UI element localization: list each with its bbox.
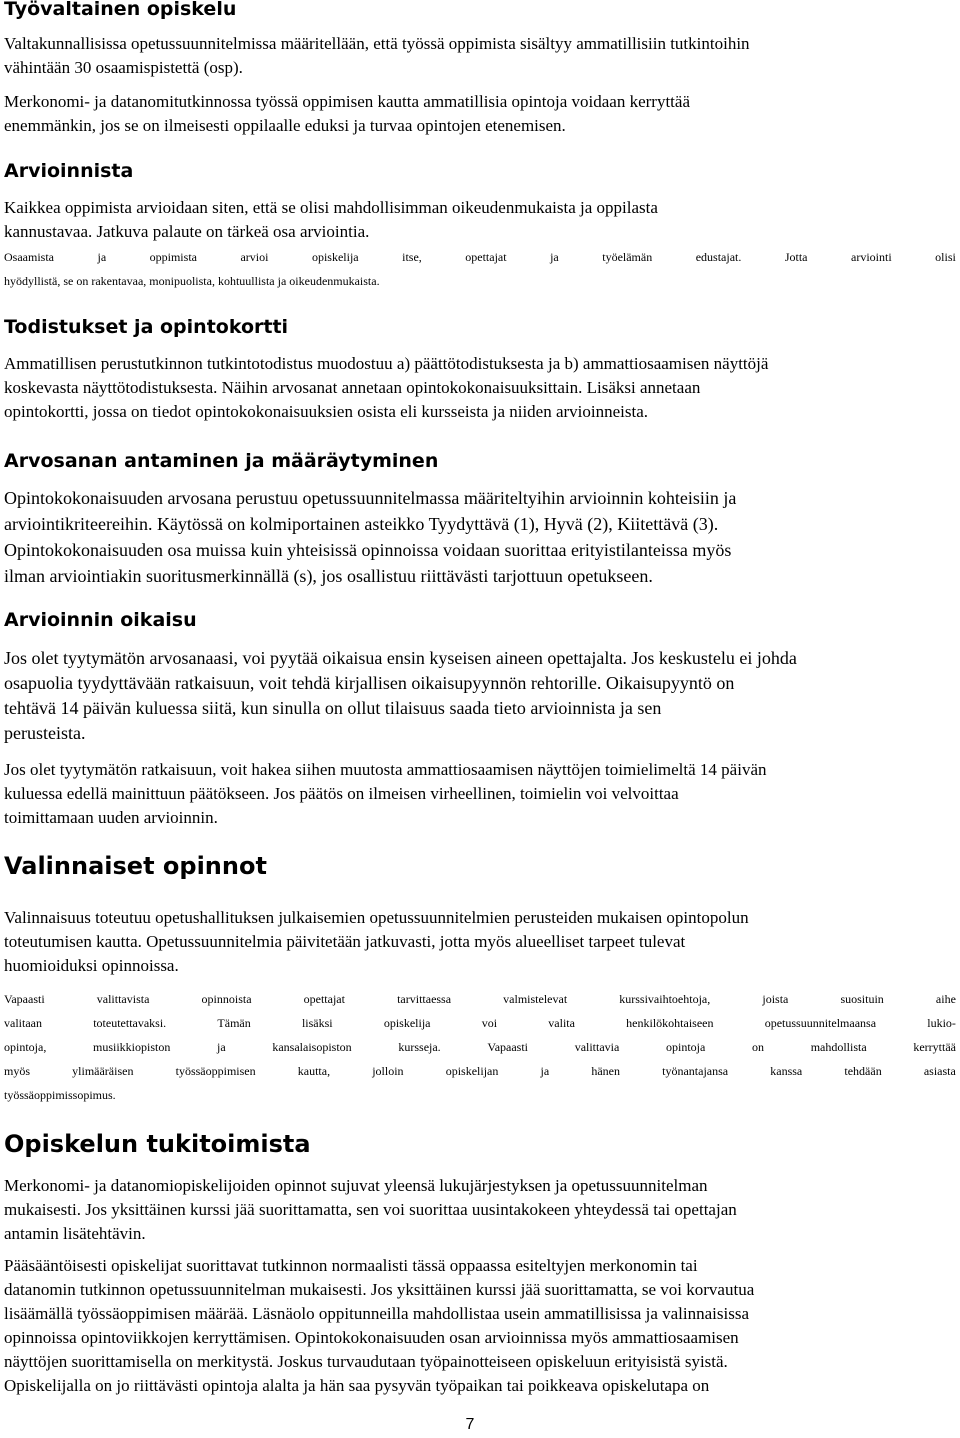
- text-line: koskevasta näyttötodistuksesta. Näihin arvosanat annetaan opintokokonaisuuksittain. Lisäksi annetaan: [4, 378, 701, 397]
- page-number: 7: [465, 1416, 475, 1433]
- section-heading-tyovaltainen: Työvaltainen opiskelu: [4, 0, 237, 20]
- text-line: Ammatillisen perustutkinnon tutkintotodistus muodostuu a) päättötodistuksesta ja b) ammattiosaamisen näyttöjä: [4, 354, 769, 373]
- text-line: opintokortti, jossa on tiedot opintokokonaisuuksien osista eli kursseista ja niiden arvioinneista.: [4, 402, 649, 421]
- text-line: datanomin tutkinnon opetussuunnitelman mukaisesti. Jos yksittäinen kurssi jää suorittamatta, se voi korvautua: [4, 1280, 755, 1299]
- text-line: Osaamista ja oppimista arvioi opiskelija itse, opettajat ja työelämän edustajat. Jotta arviointi olisi: [4, 250, 956, 264]
- section-heading-tukitoimista: Opiskelun tukitoimista: [4, 1130, 311, 1158]
- text-line: näyttöjen suorittamisella on merkitystä. Joskus turvaudutaan työpainotteiseen opiskeluun erityisistä syistä.: [4, 1352, 728, 1371]
- paragraph: [4, 987, 956, 1107]
- text-line: kannustavaa. Jatkuva palaute on tärkeä osa arviointia.: [4, 222, 370, 241]
- text-line: enemmänkin, jos se on ilmeisesti oppilaalle eduksi ja turvaa opintojen etenemisen.: [4, 116, 566, 135]
- text-line: Kaikkea oppimista arvioidaan siten, että se olisi mahdollisimman oikeudenmukaista ja oppilasta: [4, 198, 658, 217]
- paragraph: [4, 32, 750, 80]
- text-line: antamin lisätehtävin.: [4, 1224, 146, 1243]
- text-line: osapuolia tyydyttävään ratkaisuun, voit tehdä kirjallisen oikaisupyynnön rehtorille. Oikaisupyyntö on: [4, 673, 735, 693]
- section-heading-arvioinnista: Arvioinnista: [4, 160, 134, 182]
- section-heading-valinnaiset: Valinnaiset opinnot: [4, 852, 267, 880]
- text-line: ilman arviointiakin suoritusmerkinnällä (s), jos osallistuu riittävästi tarjottuun opetukseen.: [4, 566, 653, 586]
- paragraph: [4, 485, 736, 589]
- paragraph: [4, 245, 956, 293]
- section-heading-arvosanan: Arvosanan antaminen ja määräytyminen: [4, 450, 439, 472]
- text-line: vähintään 30 osaamispistettä (osp).: [4, 58, 243, 77]
- text-line: arviointikriteereihin. Käytössä on kolmiportainen asteikko Tyydyttävä (1), Hyvä (2), Kiitettävä (3).: [4, 514, 719, 534]
- text-line: perusteista.: [4, 723, 86, 743]
- text-line: myös ylimääräisen työssäoppimisen kautta, jolloin opiskelijan ja hänen työnantajansa kanssa tehdään asiasta: [4, 1064, 956, 1078]
- text-line: kuluessa edellä mainittuun päätökseen. Jos päätös on ilmeisen virheellinen, toimielin voi velvoittaa: [4, 784, 679, 803]
- paragraph: [4, 1254, 754, 1398]
- text-line: Valtakunnallisissa opetussuunnitelmissa määritellään, että työssä oppimista sisältyy ammatillisiin tutkintoihin: [4, 34, 750, 53]
- paragraph: [4, 758, 767, 830]
- section-heading-oikaisu: Arvioinnin oikaisu: [4, 609, 197, 631]
- text-line: Opintokokonaisuuden osa muissa kuin yhteisissä opinnoissa voidaan suorittaa erityistilanteissa myös: [4, 540, 732, 560]
- text-line: Valinnaisuus toteutuu opetushallituksen julkaisemien opetussuunnitelmien perusteiden mukaisen opintopolun: [4, 908, 749, 927]
- paragraph: [4, 90, 690, 138]
- text-line: huomioiduksi opinnoissa.: [4, 956, 179, 975]
- text-line: valitaan toteutettavaksi. Tämän lisäksi opiskelija voi valita henkilökohtaiseen opetussuunnitelmaansa lukio-: [4, 1016, 956, 1030]
- text-line: Merkonomi- ja datanomitutkinnossa työssä oppimisen kautta ammatillisia opintoja voidaan kerryttää: [4, 92, 690, 111]
- text-line: Opiskelijalla on jo riittävästi opintoja alalta ja hän saa pysyvän työpaikan tai poikkeava opiskelutapa on: [4, 1376, 710, 1395]
- text-line: Vapaasti valittavista opinnoista opettajat tarvittaessa valmistelevat kurssivaihtoehtoja, joista suosituin aihe: [4, 992, 956, 1006]
- text-line: mukaisesti. Jos yksittäinen kurssi jää suorittamatta, sen voi suorittaa uusintakokeen yhteydessä tai opettajan: [4, 1200, 737, 1219]
- text-line: toimittamaan uuden arvioinnin.: [4, 808, 218, 827]
- paragraph: [4, 646, 797, 746]
- text-line: Jos olet tyytymätön ratkaisuun, voit hakea siihen muutosta ammattiosaamisen näyttöjen toimielimeltä 14 päivän: [4, 760, 767, 779]
- text-line: hyödyllistä, se on rakentavaa, monipuolista, kohtuullista ja oikeudenmukaista.: [4, 274, 380, 288]
- section-heading-todistukset: Todistukset ja opintokortti: [4, 316, 289, 338]
- text-line: opintoja, musiikkiopiston ja kansalaisopiston kursseja. Vapaasti valittavia opintoja on mahdollista kerryttää: [4, 1040, 956, 1054]
- text-line: Jos olet tyytymätön arvosanaasi, voi pyytää oikaisua ensin kyseisen aineen opettajalta. Jos keskustelu ei johda: [4, 648, 797, 668]
- text-line: lisäämällä työssäoppimisen määrää. Läsnäolo oppitunneilla mahdollistaa usein ammatillisissa ja valinnaisissa: [4, 1304, 749, 1323]
- text-line: toteutumisen kautta. Opetussuunnitelmia päivitetään jatkuvasti, jotta myös alueelliset tarpeet tulevat: [4, 932, 686, 951]
- text-line: Pääsääntöisesti opiskelijat suorittavat tutkinnon normaalisti tässä oppaassa esiteltyjen merkonomin tai: [4, 1256, 698, 1275]
- paragraph: [4, 352, 768, 424]
- text-line: Merkonomi- ja datanomiopiskelijoiden opinnot sujuvat yleensä lukujärjestyksen ja opetussuunnitelman: [4, 1176, 708, 1195]
- text-line: opinnoissa opintoviikkojen kerryttämisen. Opintokokonaisuuden osan arvioinnissa myös ammattiosaamisen: [4, 1328, 739, 1347]
- text-line: tehtävä 14 päivän kuluessa siitä, kun sinulla on ollut tilaisuus saada tieto arvioinnista ja sen: [4, 698, 662, 718]
- paragraph: [4, 1174, 737, 1246]
- paragraph: [4, 906, 749, 978]
- text-line: Opintokokonaisuuden arvosana perustuu opetussuunnitelmassa määriteltyihin arvioinnin kohteisiin ja: [4, 488, 737, 508]
- text-line: työssäoppimissopimus.: [4, 1088, 116, 1102]
- paragraph: [4, 196, 658, 244]
